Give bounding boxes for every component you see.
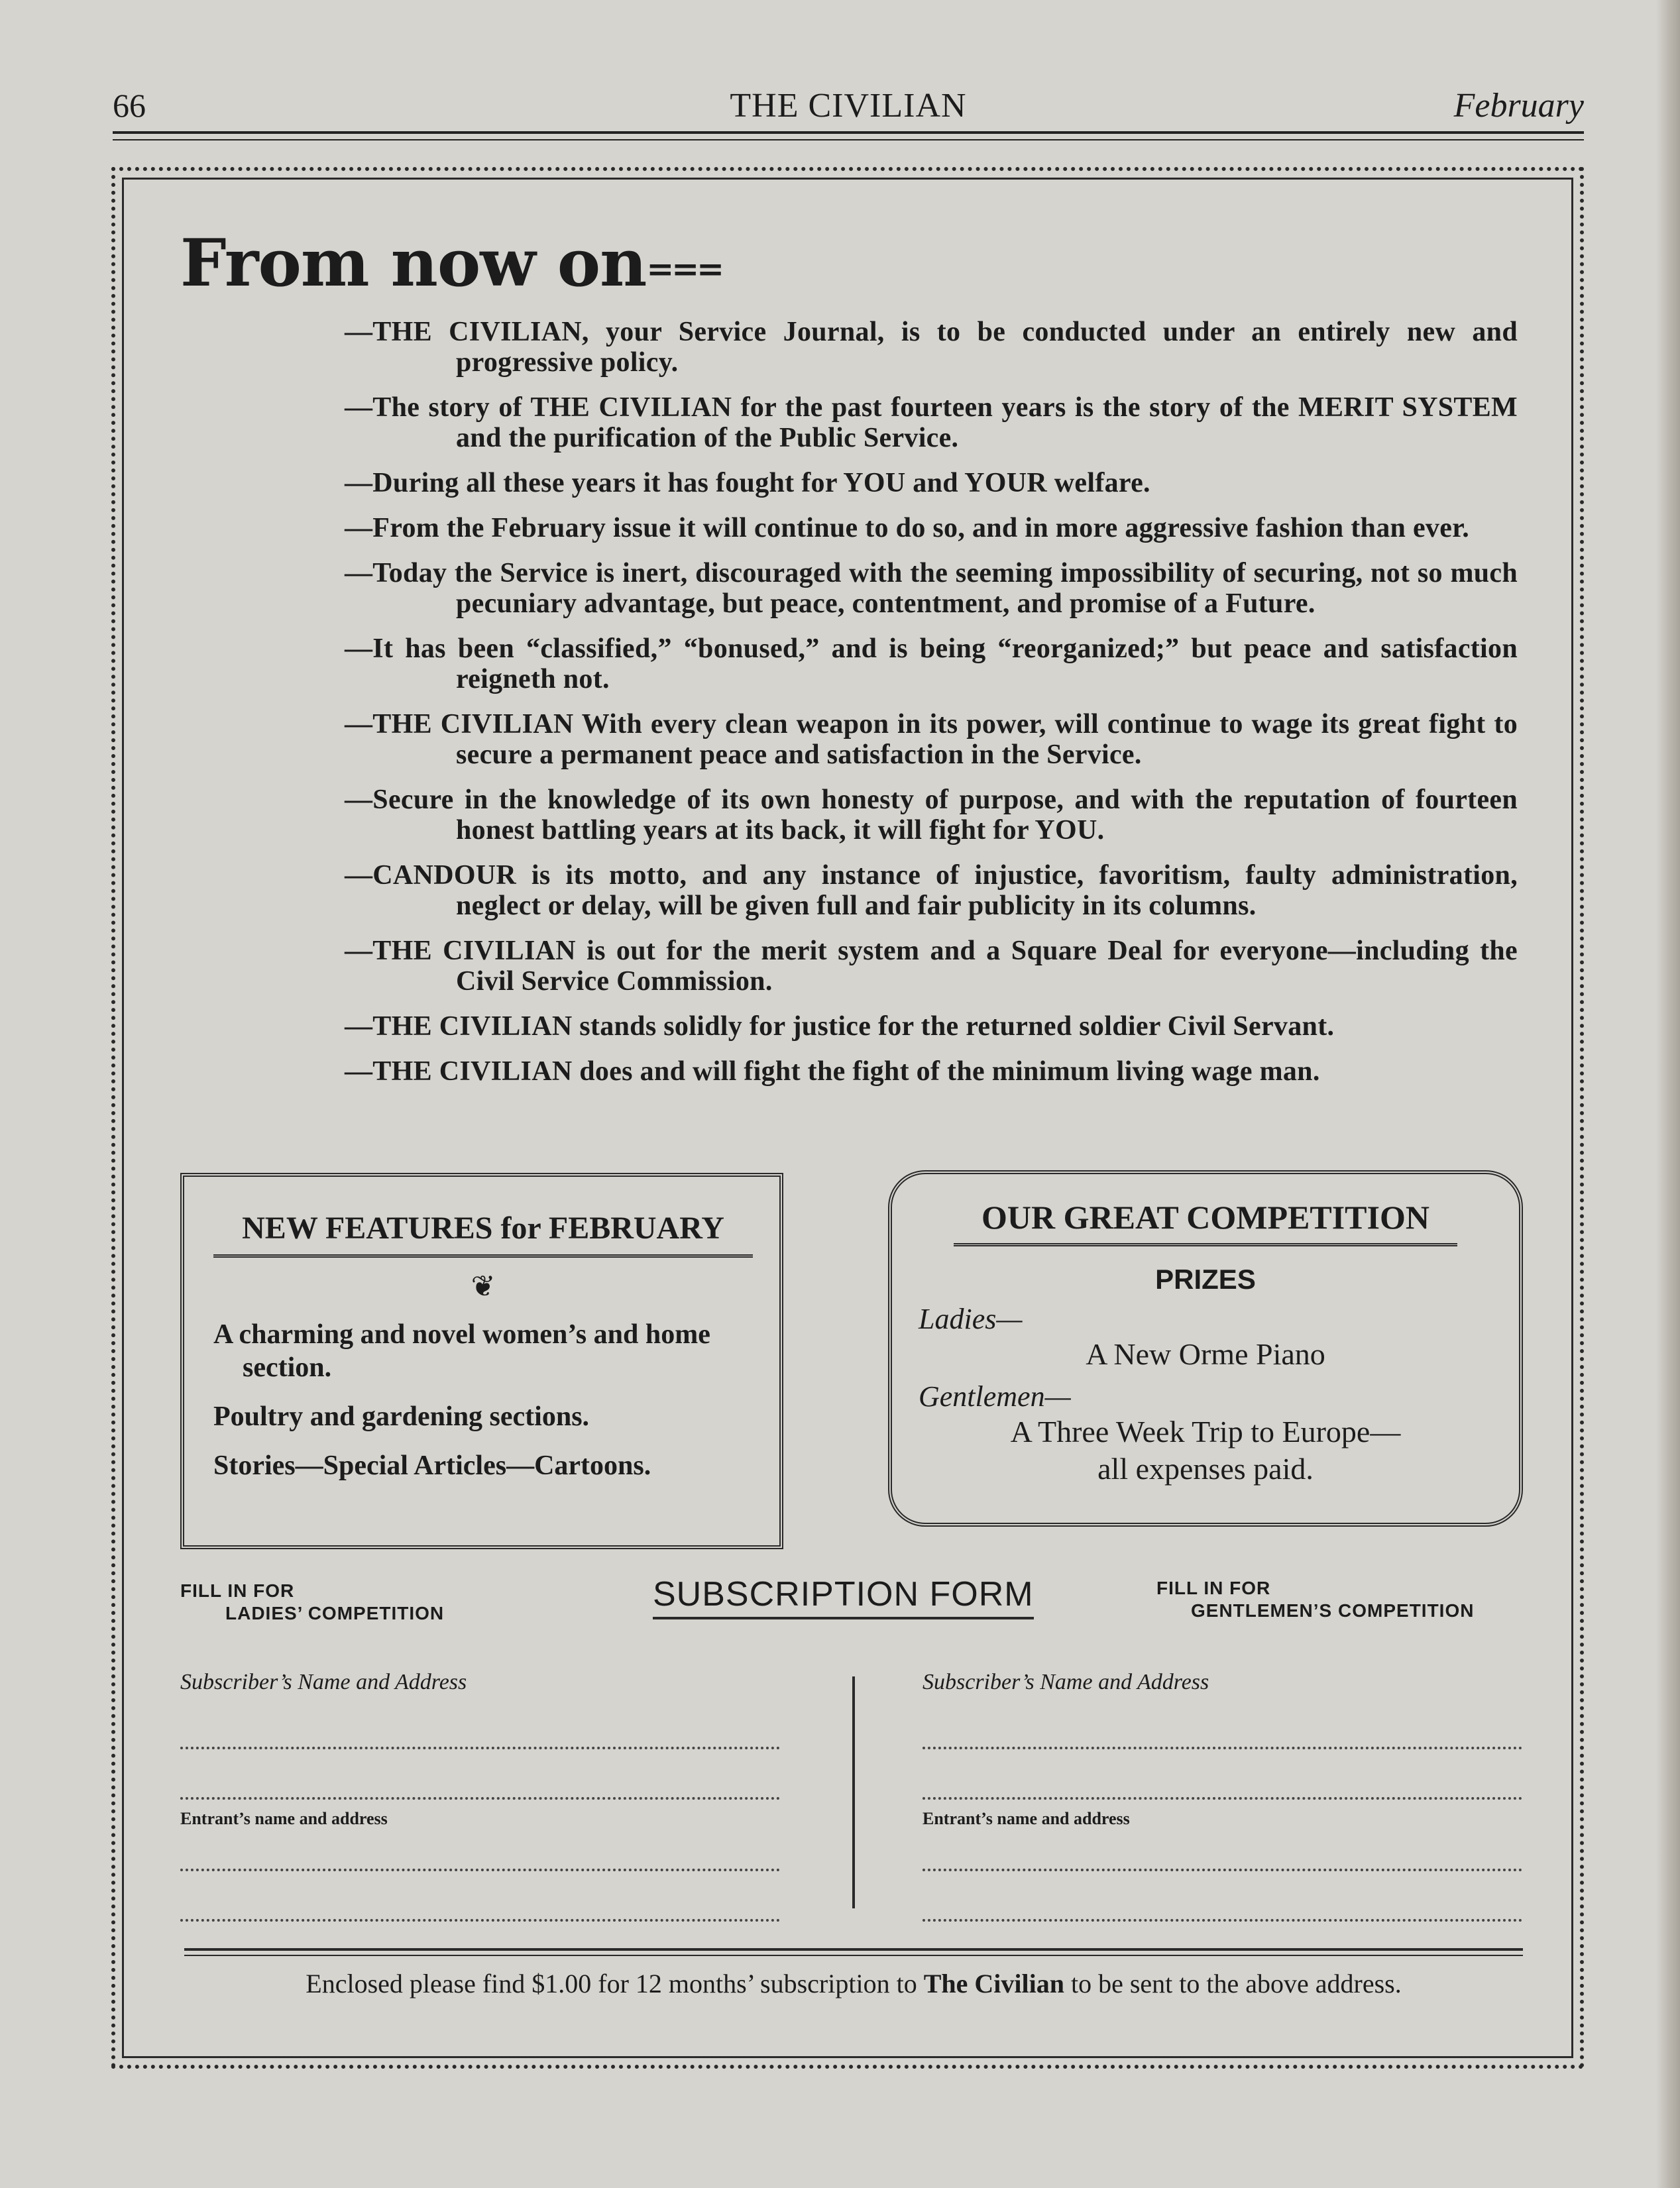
form-bottom-rule <box>184 1948 1523 1956</box>
subscriber-line-2[interactable] <box>180 1797 780 1800</box>
feature-item: A charming and novel women’s and home section. <box>213 1319 710 1383</box>
policy-list <box>345 317 1518 1101</box>
policy-item: —Secure in the knowledge of its own honesty of purpose, and with the reputation of fourteen honest battling years at its back, it will fight for YOU. <box>345 785 1518 846</box>
ladies-header-line1: FILL IN FOR <box>180 1580 295 1601</box>
new-features-box <box>180 1173 783 1549</box>
policy-item: —THE CIVILIAN stands solidly for justice for the returned soldier Civil Servant. <box>345 1011 1335 1042</box>
ladies-label: Ladies— <box>919 1303 1023 1335</box>
gentlemen-label: Gentlemen— <box>919 1380 1071 1413</box>
features-title: NEW FEATURES for FEBRUARY <box>213 1210 753 1258</box>
headline-text: From now on <box>180 225 647 301</box>
gentlemen-prize-line2: all expenses paid. <box>1097 1452 1314 1486</box>
ladies-header-line2: LADIES’ COMPETITION <box>225 1603 445 1623</box>
ladies-fill-in-header <box>180 1580 444 1625</box>
subscriber-label: Subscriber’s Name and Address <box>180 1670 467 1694</box>
policy-item: —Today the Service is inert, discouraged with the seeming impossibility of securing, not so much pecuniary advantage, but peace, contentment, and promise of a Future. <box>345 558 1518 619</box>
policy-item: —THE CIVILIAN With every clean weapon in its power, will continue to wage its great fight to secure a permanent peace and satisfaction in the Service. <box>345 709 1518 770</box>
entrant-line-2[interactable] <box>180 1919 780 1922</box>
ladies-prize: A New Orme Piano <box>1086 1337 1325 1371</box>
gentlemen-form-column <box>923 1670 1526 1922</box>
policy-item: —It has been “classified,” “bonused,” and is being “reorganized;” but peace and satisfaction reigneth not. <box>345 633 1518 694</box>
policy-item: —THE CIVILIAN is out for the merit system and a Square Deal for everyone—including the Civil Service Commission. <box>345 936 1518 997</box>
subscriber-line-1[interactable] <box>180 1747 780 1749</box>
entrant-line-2[interactable] <box>923 1919 1522 1922</box>
subscriber-line-1[interactable] <box>923 1747 1522 1749</box>
enclosed-payment-note <box>184 1968 1523 1999</box>
feature-item: Poultry and gardening sections. <box>213 1401 590 1432</box>
prizes-heading: PRIZES <box>1155 1264 1256 1295</box>
policy-item: —CANDOUR is its motto, and any instance of injustice, favoritism, faulty administration, neglect or delay, will be given full and fair publicity in its columns. <box>345 860 1518 921</box>
enclosed-journal: The Civilian <box>923 1969 1064 1998</box>
page-number: 66 <box>113 87 146 124</box>
policy-item: —THE CIVILIAN does and will fight the fight of the minimum living wage man. <box>345 1056 1320 1087</box>
competition-title: OUR GREAT COMPETITION <box>954 1198 1457 1246</box>
policy-item: —During all these years it has fought for YOU and YOUR welfare. <box>345 468 1150 498</box>
policy-item: —From the February issue it will continue to do so, and in more aggressive fashion than ever. <box>345 513 1470 543</box>
journal-title: THE CIVILIAN <box>730 87 967 125</box>
entrant-label: Entrant’s name and address <box>180 1809 388 1828</box>
page-edge-shadow <box>1656 0 1680 2188</box>
gentlemen-header-line2: GENTLEMEN’S COMPETITION <box>1191 1600 1475 1621</box>
entrant-label: Entrant’s name and address <box>923 1809 1130 1828</box>
entrant-line-1[interactable] <box>923 1869 1522 1871</box>
header-rule <box>113 131 1584 140</box>
subscriber-label: Subscriber’s Name and Address <box>923 1670 1209 1694</box>
entrant-line-1[interactable] <box>180 1869 780 1871</box>
enclosed-pre: Enclosed please find $1.00 for 12 months’ subscription to <box>306 1969 917 1998</box>
feature-item: Stories—Special Articles—Cartoons. <box>213 1450 651 1481</box>
subscriber-line-2[interactable] <box>923 1797 1522 1800</box>
headline <box>180 225 722 301</box>
policy-item: —THE CIVILIAN, your Service Journal, is to be conducted under an entirely new and progressive policy. <box>345 317 1518 378</box>
fleuron-icon: ❦ <box>471 1270 496 1303</box>
competition-box <box>888 1170 1523 1527</box>
gentlemen-prize-line1: A Three Week Trip to Europe— <box>1010 1415 1401 1449</box>
subscription-form-title: SUBSCRIPTION FORM <box>653 1574 1034 1619</box>
policy-item: —The story of THE CIVILIAN for the past fourteen years is the story of the MERIT SYSTEM and the purification of the Public Service. <box>345 392 1518 453</box>
headline-tail: === <box>646 249 722 289</box>
form-column-divider <box>852 1676 855 1908</box>
issue-month: February <box>1453 87 1584 125</box>
enclosed-post: to be sent to the above address. <box>1070 1969 1402 1998</box>
running-head <box>113 80 1584 133</box>
gentlemen-fill-in-header <box>1156 1577 1474 1622</box>
ladies-form-column <box>180 1670 783 1922</box>
gentlemen-header-line1: FILL IN FOR <box>1156 1578 1271 1598</box>
